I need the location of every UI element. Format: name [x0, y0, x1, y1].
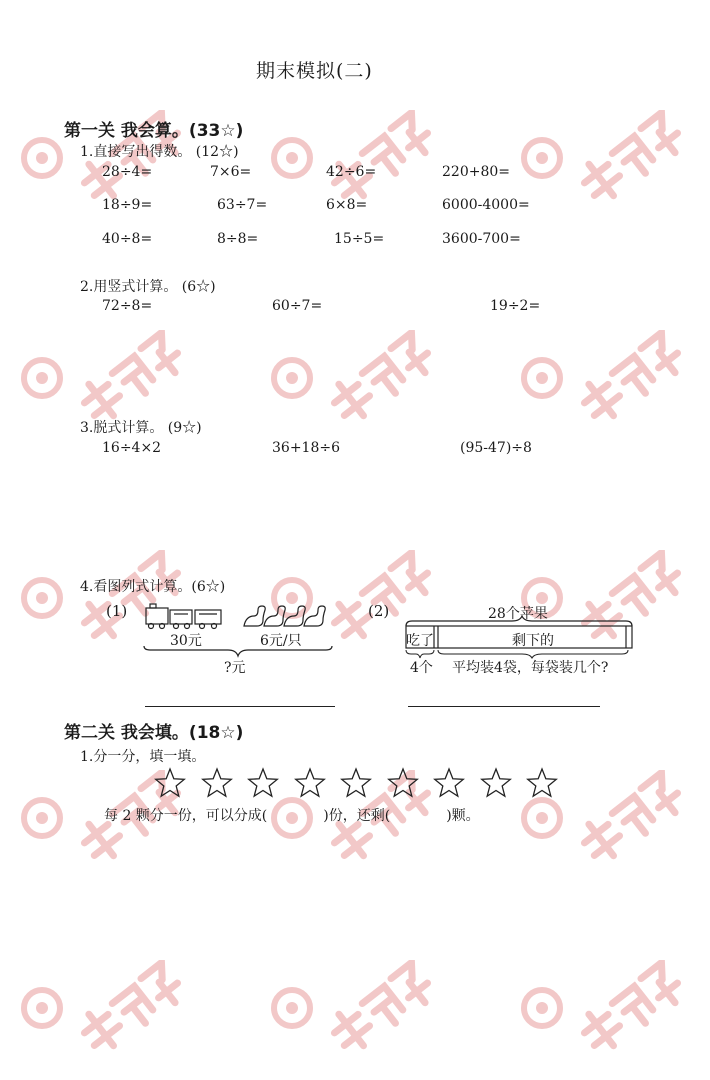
- calc-item: 3600-700=: [442, 231, 521, 247]
- answer-line-2: [408, 706, 600, 707]
- watermark-logo: [520, 330, 700, 450]
- section-2-heading: 第二关 我会填。(18☆): [64, 723, 244, 743]
- figure-2-number: (2): [368, 602, 390, 620]
- star-icon: [480, 767, 512, 799]
- calc-item: 40÷8=: [102, 231, 153, 247]
- answer-line-1: [145, 706, 335, 707]
- vertical-calc-item: 72÷8=: [102, 298, 153, 314]
- calc-item: 42÷6=: [326, 164, 377, 180]
- star-icon: [247, 767, 279, 799]
- calc-item: 220+80=: [442, 164, 510, 180]
- star-icon: [340, 767, 372, 799]
- calc-item: 6000-4000=: [442, 197, 530, 213]
- q1-label: 1.直接写出得数。 (12☆): [80, 144, 239, 160]
- calc-item: 7×6=: [210, 164, 252, 180]
- watermark-logo: [520, 110, 700, 230]
- train-price: 30元: [170, 633, 202, 649]
- fill-q1-label: 1.分一分，填一填。: [80, 749, 206, 765]
- star-icon: [433, 767, 465, 799]
- watermark-logo: [270, 330, 450, 450]
- star-icon: [294, 767, 326, 799]
- train-icon: [146, 604, 221, 629]
- fill-sentence: [104, 805, 480, 825]
- top-brace: [406, 616, 632, 626]
- sentence-part-3: )颗。: [446, 808, 480, 824]
- calc-item: 18÷9=: [102, 197, 153, 213]
- eaten-label: 吃了: [406, 633, 434, 649]
- star-icon: [387, 767, 419, 799]
- calc-item: 28÷4=: [102, 164, 153, 180]
- remaining-label: 剩下的: [512, 633, 554, 649]
- total-unknown: ?元: [224, 660, 246, 676]
- q2-label: 2.用竖式计算。 (6☆): [80, 279, 216, 295]
- dinosaur-price: 6元/只: [260, 633, 302, 649]
- q3-label: 3.脱式计算。 (9☆): [80, 420, 202, 436]
- eaten-count: 4个: [410, 660, 433, 676]
- section-1-heading: 第一关 我会算。(33☆): [64, 121, 244, 141]
- vertical-calc-item: 19÷2=: [490, 298, 541, 314]
- step-calc-item: 16÷4×2: [102, 440, 162, 456]
- page-title: 期末模拟(二): [256, 60, 373, 82]
- step-calc-item: (95-47)÷8: [460, 440, 532, 456]
- star-icon: [526, 767, 558, 799]
- watermark-logo: [20, 960, 200, 1080]
- figure-2-question: 平均装4袋，每袋装几个?: [452, 660, 609, 676]
- calc-item: 8÷8=: [217, 231, 259, 247]
- calc-item: 63÷7=: [217, 197, 268, 213]
- figure-1-number: (1): [106, 602, 128, 620]
- watermark-logo: [520, 960, 700, 1080]
- step-calc-item: 36+18÷6: [272, 440, 340, 456]
- watermark-logo: [270, 960, 450, 1080]
- calc-item: 6×8=: [326, 197, 368, 213]
- vertical-calc-item: 60÷7=: [272, 298, 323, 314]
- star-icon: [154, 767, 186, 799]
- calc-item: 15÷5=: [334, 231, 385, 247]
- sentence-part-1: 每 2 颗分一份，可以分成(: [104, 808, 268, 824]
- q4-label: 4.看图列式计算。(6☆): [80, 579, 226, 595]
- sentence-part-2: )份，还剩(: [323, 808, 391, 824]
- dinosaur-icon: [244, 606, 325, 626]
- star-icon: [201, 767, 233, 799]
- apple-total: 28个苹果: [488, 606, 548, 622]
